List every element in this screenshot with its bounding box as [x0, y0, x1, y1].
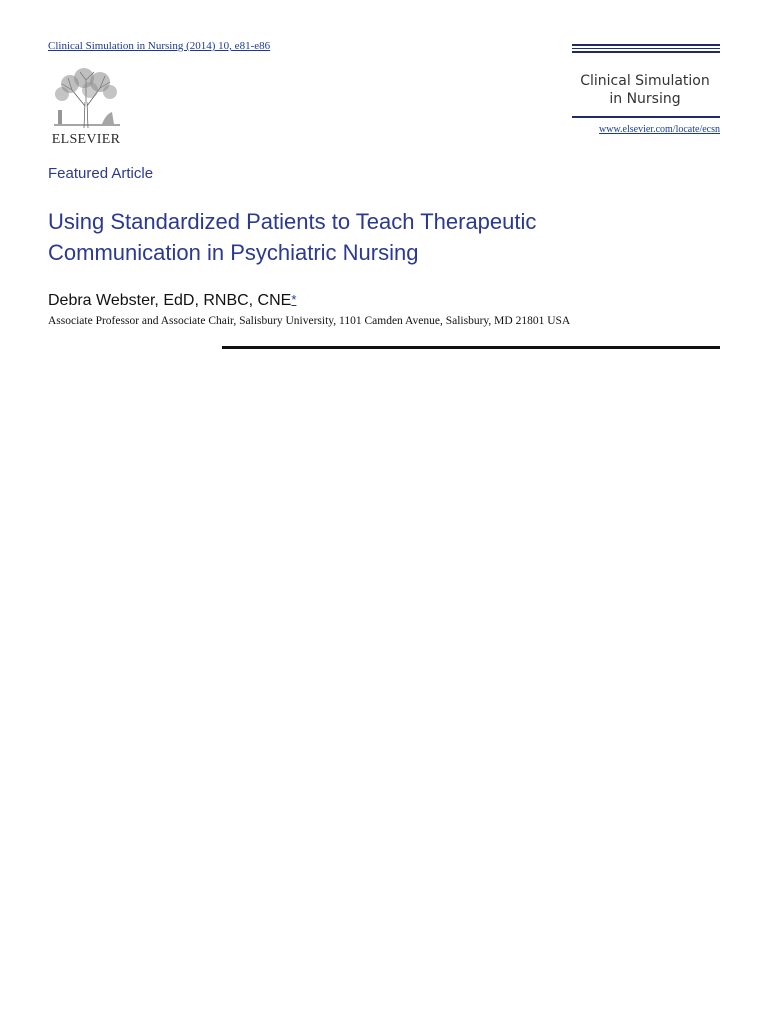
journal-title-line1: Clinical Simulation: [580, 73, 710, 89]
journal-title: [570, 72, 720, 108]
header-divider: [222, 346, 720, 349]
masthead-bottom-rules: [572, 116, 720, 120]
tree-emblem-icon: [50, 66, 122, 130]
author-name: Debra Webster, EdD, RNBC, CNE: [48, 292, 292, 309]
elsevier-logo: [48, 66, 124, 148]
publisher-name: ELSEVIER: [51, 132, 121, 147]
corresponding-author-link[interactable]: *: [291, 292, 297, 307]
author-affiliation: Associate Professor and Associate Chair, Salisbury University, 1101 Camden Avenue, Salisbury, MD 21801 USA: [48, 315, 571, 327]
article-type-label: Featured Article: [48, 165, 154, 182]
article-title: Using Standardized Patients to Teach Therapeutic Communication in Psychiatric Nursing: [48, 209, 537, 265]
masthead-top-rules: [572, 44, 720, 55]
citation-link[interactable]: Clinical Simulation in Nursing (2014) 10, e81-e86: [48, 40, 271, 52]
author-line: [48, 292, 296, 310]
journal-title-line2: in Nursing: [609, 91, 681, 107]
journal-url-link[interactable]: www.elsevier.com/locate/ecsn: [599, 124, 720, 135]
